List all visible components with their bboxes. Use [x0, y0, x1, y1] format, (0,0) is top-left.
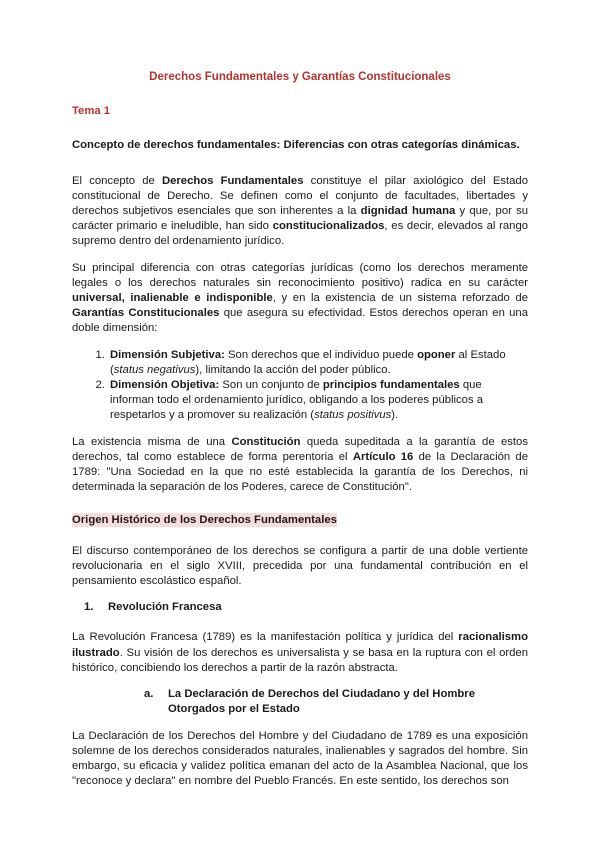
- subheading-declaracion: a. La Declaración de Derechos del Ciudadano y del Hombre Otorgados por el Estado: [144, 688, 475, 716]
- section-heading: [72, 513, 528, 528]
- dimensions-list: [72, 348, 528, 424]
- numbered-heading-revolucion: 1. Revolución Francesa: [84, 601, 222, 614]
- paragraph-concept: El concepto de Derechos Fundamentales constituye el pilar axiológico del Estado constitucional de Derecho. Se definen como el conjunto de facultades, libertades y derechos subjetivos esenciales que son inherentes a la dignidad humana y que, por su carácter primario e ineludible, han sido constitucionalizados, es decir, elevados al rango supremo dentro del ordenamiento jurídico.: [72, 174, 529, 248]
- document-title: Derechos Fundamentales y Garantías Constitucionales: [149, 71, 451, 83]
- section-title-highlight: Origen Histórico de los Derechos Fundamentales: [72, 514, 337, 527]
- list-item: 1. Dimensión Subjetiva: Son derechos que el individuo puede oponer al Estado (status negativus), limitando la acción del poder público.: [108, 348, 528, 378]
- list-item: 2. Dimensión Objetiva: Son un conjunto de principios fundamentales que informan todo el ordenamiento jurídico, obligando a los poderes públicos a respetarlos y a promover su realización (status positivus).: [108, 378, 528, 424]
- concept-subheading: Concepto de derechos fundamentales: Diferencias con otras categorías dinámicas.: [72, 139, 520, 152]
- paragraph-constitution: La existencia misma de una Constitución queda supeditada a la garantía de estos derechos, tal como establece de forma perentoria el Artículo 16 de la Declaración de 1789: "Una Sociedad en la que no esté establecida la garantía de los Derechos, ni determinada la separación de los Poderes, carece de Constitución".: [72, 435, 528, 494]
- tema-heading: Tema 1: [72, 105, 111, 118]
- paragraph-revolucion: La Revolución Francesa (1789) es la manifestación política y jurídica del racionalismo ilustrado. Su visión de los derechos es universalista y se basa en la ruptura con el orden histórico, concibiendo los derechos a partir de la razón abstracta.: [72, 631, 528, 674]
- paragraph-declaracion: La Declaración de los Derechos del Hombre y del Ciudadano de 1789 es una exposición solemne de los derechos considerados naturales, inalienables y sagrados del hombre. Sin embargo, su eficacia y validez política emanan del acto de la Asamblea Nacional, que los "reconoce y declara" en nombre del Pueblo Francés. En este sentido, los derechos son: [72, 729, 528, 788]
- paragraph-difference: Su principal diferencia con otras categorías jurídicas (como los derechos meramente legales o los derechos naturales sin reconocimiento positivo) radica en su carácter universal, inalienable e indisponible, y en la existencia de un sistema reforzado de Garantías Constitucionales que asegura su efectividad. Estos derechos operan en una doble dimensión:: [72, 261, 528, 335]
- paragraph-origin: El discurso contemporáneo de los derechos se configura a partir de una doble vertiente revolucionaria en el siglo XVIII, precedida por una fundamental contribución en el pensamiento escolástico español.: [72, 544, 528, 588]
